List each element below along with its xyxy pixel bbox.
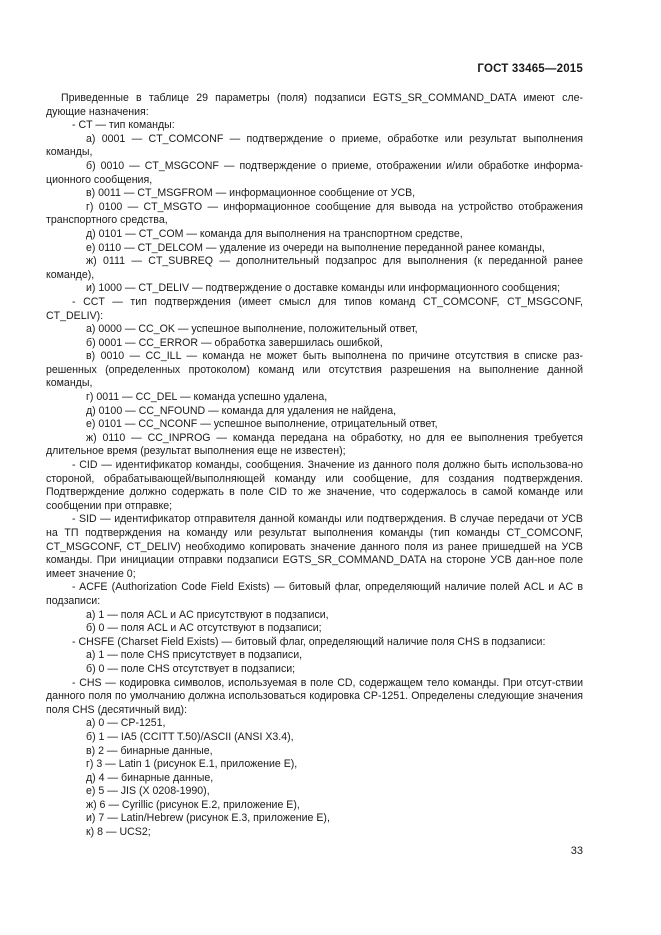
paragraph: б) 0010 — CT_MSGCONF — подтверждение о приеме, отображении и/или обработке информа-ционного сообщения, <box>46 159 583 186</box>
paragraph: а) 0000 — CC_OK — успешное выполнение, положительный ответ, <box>86 323 418 336</box>
paragraph: е) 5 — JIS (X 0208-1990), <box>86 785 210 798</box>
paragraph: а) 0 — CP-1251, <box>86 717 166 730</box>
paragraph: е) 0110 — CT_DELCOM — удаление из очереди на выполнение переданной ранее команды, <box>86 241 545 254</box>
paragraph: ж) 6 — Cyrillic (рисунок Е.2, приложение Е), <box>86 798 300 811</box>
paragraph: б) 0 — поля ACL и AC отсутствуют в подзаписи; <box>86 622 322 635</box>
paragraph: б) 1 — IA5 (CCITT T.50)/ASCII (ANSI X3.4), <box>86 730 294 743</box>
paragraph: г) 3 — Latin 1 (рисунок Е.1, приложение Е), <box>86 758 298 771</box>
paragraph: г) 0011 — CC_DEL — команда успешно удалена, <box>86 391 328 404</box>
paragraph: - CT — тип команды: <box>72 119 175 132</box>
paragraph: и) 1000 — CT_DELIV — подтверждение о доставке команды или информационного сообщения; <box>86 282 561 295</box>
paragraph: а) 0001 — CT_COMCONF — подтверждение о приеме, обработке или результат выполнения команды, <box>46 132 583 159</box>
paragraph: д) 4 — бинарные данные, <box>86 771 214 784</box>
document-id: ГОСТ 33465—2015 <box>477 63 583 75</box>
paragraph: б) 0 — поле CHS отсутствует в подзаписи; <box>86 662 296 675</box>
document-body <box>46 92 583 840</box>
paragraph: е) 0101 — CC_NCONF — успешное выполнение, отрицательный ответ, <box>86 418 438 431</box>
paragraph: - CHSFE (Charset Field Exists) — битовый флаг, определяющий наличие поля CHS в подзаписи: <box>72 635 546 648</box>
paragraph: Приведенные в таблице 29 параметры (поля) подзаписи EGTS_SR_COMMAND_DATA имеют сле-дующие назначения: <box>46 92 583 118</box>
paragraph: ж) 0111 — CT_SUBREQ — дополнительный подзапрос для выполнения (к переданной ранее команде), <box>46 255 583 281</box>
paragraph: - CHS — кодировка символов, используемая в поле CD, содержащем тело команды. При отсут-ствии данного поля по умолчанию должна использоваться кодировка CP-1251. Определены следующие значения поля CHS (десятичный вид): <box>46 676 583 716</box>
paragraph: д) 0100 — CC_NFOUND — команда для удаления не найдена, <box>86 404 397 417</box>
paragraph: - CID — идентификатор команды, сообщения. Значение из данного поля должно быть использова-но стороной, обрабатывающей/выполняющей команду или сообщение, для создания подтверждения. Подтверждение должно содержать в поле CID то же значение, что содержалось в самой команде или сообщении при отправке; <box>46 459 583 512</box>
paragraph: ж) 0110 — CC_INPROG — команда передана на обработку, но для ее выполнения требуется длительное время (результат выполнения еще не известен); <box>46 431 583 458</box>
paragraph: а) 1 — поля ACL и AC присутствуют в подзаписи, <box>86 608 329 621</box>
paragraph: в) 2 — бинарные данные, <box>86 744 213 757</box>
paragraph: д) 0101 — CT_COM — команда для выполнения на транспортном средстве, <box>86 227 463 240</box>
paragraph: - SID — идентификатор отправителя данной команды или подтверждения. В случае передачи от УСВ на ТП подтверждения на команду или результат выполнения команды (тип команды CT_COMCONF, CT_MSGCONF, CT_DELIV) необходимо копировать значение данного поля из ранее пришедшей на УСВ команды. При инициации отправки подзаписи EGTS_SR_COMMAND_DATA на стороне УСВ дан-ное поле имеет значение 0; <box>46 513 583 580</box>
paragraph: в) 0010 — CC_ILL — команда не может быть выполнена по причине отсутствия в списке раз-решенных (определенных протоколом) команд или отсутствия разрешения на выполнение данной команды, <box>46 350 583 390</box>
paragraph: г) 0100 — CT_MSGTO — информационное сообщение для вывода на устройство отображения транспортного средства, <box>46 200 583 227</box>
paragraph: к) 8 — UCS2; <box>86 826 151 839</box>
paragraph: а) 1 — поле CHS присутствует в подзаписи, <box>86 649 303 662</box>
paragraph: и) 7 — Latin/Hebrew (рисунок Е.3, приложение Е), <box>86 812 330 825</box>
paragraph: - ACFE (Authorization Code Field Exists) — битовый флаг, определяющий наличие полей ACL и AC в подзаписи: <box>46 581 583 607</box>
page-number: 33 <box>570 845 583 857</box>
paragraph: - CCT — тип подтверждения (имеет смысл для типов команд CT_COMCONF, CT_MSGCONF, CT_DELIV): <box>46 295 583 322</box>
paragraph: в) 0011 — CT_MSGFROM — информационное сообщение от УСВ, <box>86 187 416 200</box>
paragraph: б) 0001 — CC_ERROR — обработка завершилась ошибкой, <box>86 336 383 349</box>
